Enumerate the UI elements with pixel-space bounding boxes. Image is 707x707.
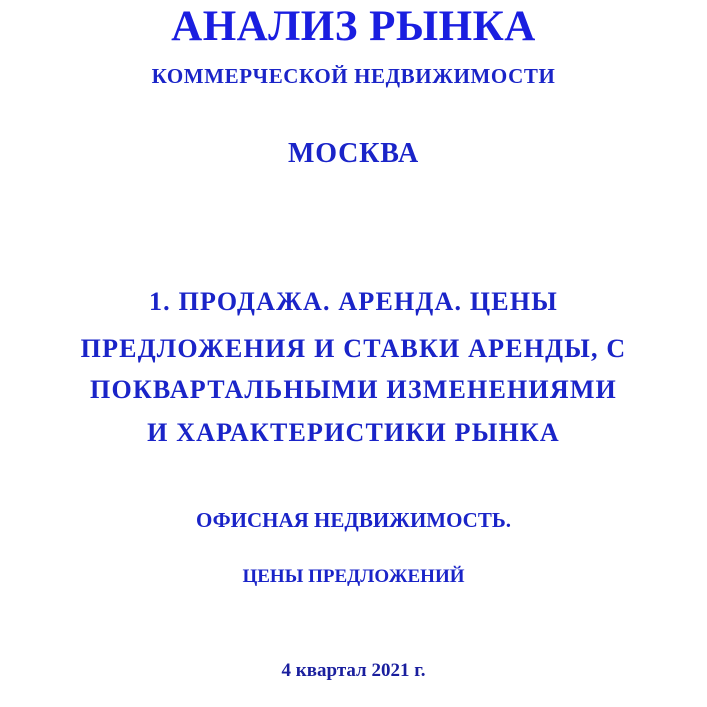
report-title: АНАЛИЗ РЫНКА <box>171 3 536 50</box>
section-heading-line: И ХАРАКТЕРИСТИКИ РЫНКА <box>147 418 560 447</box>
subcategory-heading: ЦЕНЫ ПРЕДЛОЖЕНИЙ <box>242 566 465 587</box>
report-period: 4 квартал 2021 г. <box>281 660 426 681</box>
section-heading-line: ПОКВАРТАЛЬНЫМИ ИЗМЕНЕНИЯМИ <box>90 375 617 404</box>
section-heading-line: 1. ПРОДАЖА. АРЕНДА. ЦЕНЫ <box>148 287 559 316</box>
category-heading: ОФИСНАЯ НЕДВИЖИМОСТЬ. <box>196 508 511 532</box>
report-subtitle: КОММЕРЧЕСКОЙ НЕДВИЖИМОСТИ <box>151 64 556 88</box>
section-heading-line: ПРЕДЛОЖЕНИЯ И СТАВКИ АРЕНДЫ, С <box>80 334 627 363</box>
city-heading: МОСКВА <box>287 138 419 169</box>
